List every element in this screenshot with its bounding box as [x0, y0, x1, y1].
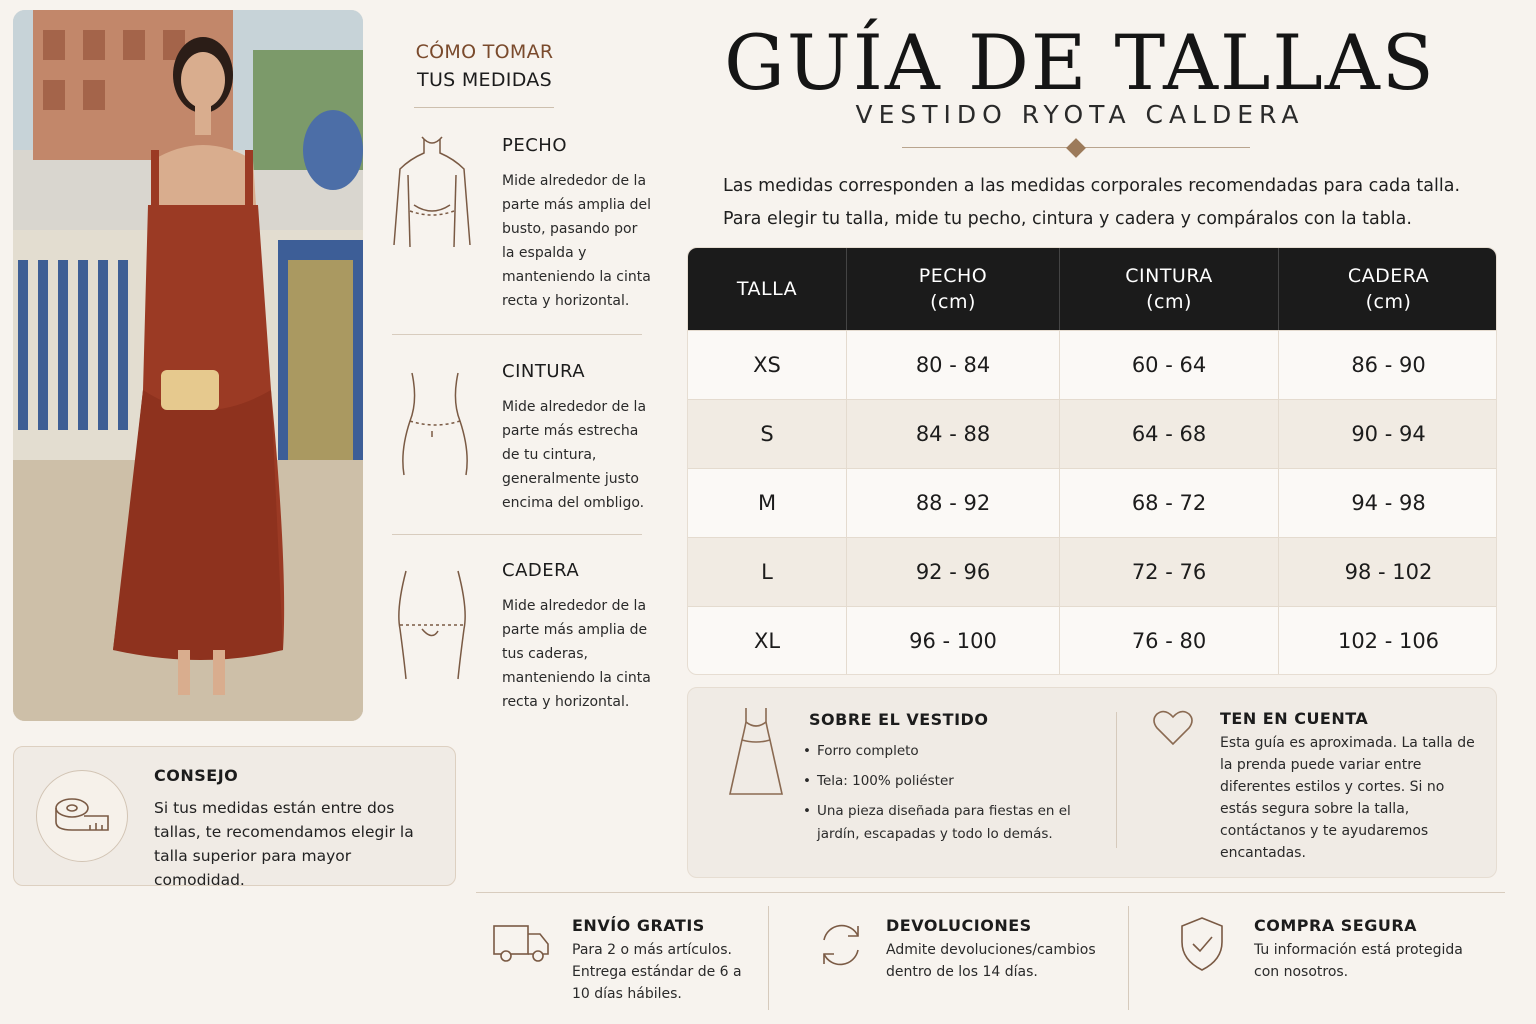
table-cell: 84 - 88 — [847, 400, 1060, 468]
table-cell: 94 - 98 — [1351, 491, 1426, 515]
truck-icon — [492, 922, 552, 964]
table-cell: S — [688, 400, 847, 468]
measure-label: CINTURA — [502, 361, 586, 382]
table-cell: L — [688, 538, 847, 606]
measure-label: CADERA — [502, 560, 580, 581]
footer-text: Tu información está protegida con nosotros. — [1254, 942, 1463, 980]
footer-text: Para 2 o más artículos. Entrega estándar de 6 a 10 días hábiles. — [572, 942, 742, 1002]
divider — [768, 906, 769, 1010]
table-cell: XS — [688, 331, 847, 399]
measuring-tape-icon — [54, 796, 110, 836]
divider — [414, 107, 554, 108]
how-to-title-line2: TUS MEDIDAS — [417, 69, 552, 91]
diamond-ornament-icon — [1066, 138, 1086, 158]
page-title: GUÍA DE TALLAS — [724, 18, 1436, 107]
heart-icon — [1152, 709, 1194, 747]
footer-title: COMPRA SEGURA — [1254, 916, 1418, 935]
measure-hip — [392, 560, 651, 730]
table-row — [688, 468, 1497, 537]
bust-measure-icon — [392, 135, 472, 265]
table-cell: 68 - 72 — [1060, 469, 1279, 537]
about-title: SOBRE EL VESTIDO — [809, 710, 989, 729]
divider — [476, 892, 1505, 893]
list-item: • Tela: 100% poliéster — [803, 770, 1103, 793]
table-cell: 72 - 76 — [1060, 538, 1279, 606]
how-to-title — [392, 38, 577, 94]
table-cell: 76 - 80 — [1060, 607, 1279, 675]
shield-check-icon — [1178, 916, 1226, 972]
table-cell: 88 - 92 — [847, 469, 1060, 537]
table-cell: 98 - 102 — [1344, 560, 1433, 584]
note-text: Esta guía es aproximada. La talla de la prenda puede variar entre diferentes estilos y cortes. Si no estás segura sobre la talla, contáctanos y te ayudaremos encantadas. — [1220, 735, 1475, 861]
hip-measure-icon — [392, 560, 472, 690]
header-cell: CINTURA (cm) — [1060, 248, 1279, 330]
table-cell: 102 - 106 — [1337, 629, 1440, 653]
divider — [392, 534, 642, 535]
table-row — [688, 330, 1497, 399]
header-cell: TALLA — [688, 248, 847, 330]
tip-text: Si tus medidas están entre dos tallas, te recomendamos elegir la talla superior para mayor comodidad. — [154, 799, 414, 889]
measure-text: Mide alrededor de la parte más amplia de tus caderas, manteniendo la cinta recta y horizontal. — [502, 598, 651, 710]
page-subtitle: VESTIDO RYOTA CALDERA — [855, 100, 1305, 129]
table-cell: 92 - 96 — [847, 538, 1060, 606]
how-to-title-line1: CÓMO TOMAR — [415, 41, 554, 63]
footer-title: ENVÍO GRATIS — [572, 916, 705, 935]
measure-text: Mide alrededor de la parte más amplia del busto, pasando por la espalda y manteniendo la cinta recta y horizontal. — [502, 173, 652, 309]
refresh-icon — [814, 918, 868, 972]
measure-chest — [392, 135, 652, 325]
dress-icon — [728, 706, 784, 798]
about-list — [803, 740, 1103, 853]
measure-text: Mide alrededor de la parte más estrecha de tu cintura, generalmente justo encima del ombligo. — [502, 399, 647, 511]
table-cell: 80 - 84 — [847, 331, 1060, 399]
list-item: • Una pieza diseñada para fiestas en el jardín, escapadas y todo lo demás. — [803, 800, 1103, 846]
note-title: TEN EN CUENTA — [1220, 709, 1369, 728]
divider — [1128, 906, 1129, 1010]
table-cell: 60 - 64 — [1060, 331, 1279, 399]
list-item: • Forro completo — [803, 740, 1103, 763]
table-header — [688, 248, 1497, 330]
header-cell: PECHO (cm) — [847, 248, 1060, 330]
measure-label: PECHO — [502, 135, 567, 156]
table-cell: 86 - 90 — [1351, 353, 1426, 377]
table-row — [688, 606, 1497, 675]
table-cell: 64 - 68 — [1060, 400, 1279, 468]
table-cell: XL — [688, 607, 847, 675]
divider — [1116, 712, 1117, 848]
intro-text — [723, 170, 1503, 236]
table-row — [688, 537, 1497, 606]
table-cell: 90 - 94 — [1351, 422, 1426, 446]
intro-line: Para elegir tu talla, mide tu pecho, cintura y cadera y compáralos con la tabla. — [723, 209, 1412, 229]
intro-line: Las medidas corresponden a las medidas corporales recomendadas para cada talla. — [723, 176, 1461, 196]
header-cell: CADERA (cm) — [1347, 265, 1430, 313]
model-photo — [13, 10, 363, 721]
divider — [392, 334, 642, 335]
footer-text: Admite devoluciones/cambios dentro de los 14 días. — [886, 942, 1096, 980]
measure-waist — [392, 361, 647, 531]
table-cell: 96 - 100 — [847, 607, 1060, 675]
tip-title: CONSEJO — [154, 766, 239, 785]
table-cell: M — [688, 469, 847, 537]
size-table — [687, 247, 1497, 675]
waist-measure-icon — [392, 361, 472, 491]
footer-title: DEVOLUCIONES — [886, 916, 1032, 935]
table-row — [688, 399, 1497, 468]
